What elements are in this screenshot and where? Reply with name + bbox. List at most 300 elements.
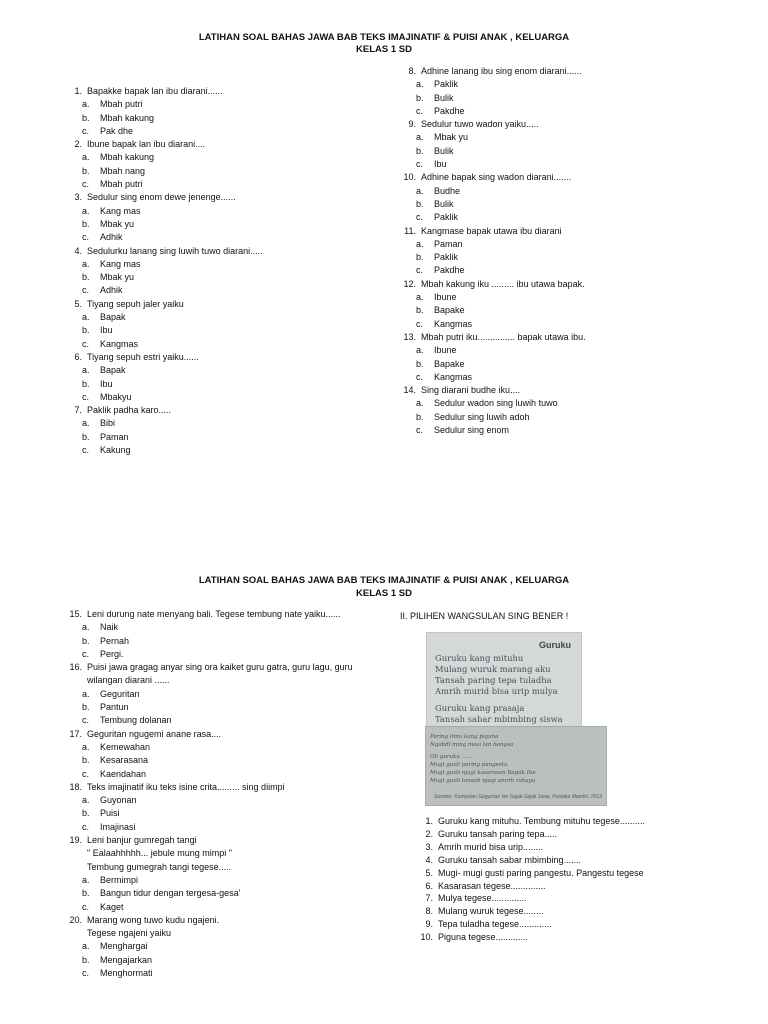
option-letter: b. xyxy=(82,272,90,283)
question-line xyxy=(64,728,384,741)
answer-option xyxy=(64,284,384,297)
question-line xyxy=(398,225,728,238)
question-number: 6. xyxy=(74,351,82,362)
option-text: Paman xyxy=(100,431,129,442)
answer-option xyxy=(64,621,384,634)
answer-option xyxy=(64,714,384,727)
answer-option xyxy=(398,424,728,437)
answer-option xyxy=(64,391,384,404)
option-letter: c. xyxy=(82,901,90,912)
question-text: " Ealaahhhhh... jebule mung mimpi " xyxy=(87,848,232,859)
option-text: Ibu xyxy=(434,159,447,170)
option-text: Mbak yu xyxy=(434,132,469,143)
option-text: Tembung dolanan xyxy=(100,715,172,726)
answer-option xyxy=(64,688,384,701)
question-number: 5. xyxy=(425,867,433,878)
option-text: Mbah kakung xyxy=(100,152,155,163)
question-number: 10. xyxy=(403,172,416,183)
answer-option xyxy=(64,178,384,191)
question-text: Leni durung nate menyang bali. Tegese tembung nate yaiku...... xyxy=(87,609,341,619)
question-number: 8. xyxy=(425,906,433,917)
question-text: Tepa tuladha tegese............. xyxy=(438,919,552,930)
option-text: Kesarasana xyxy=(100,755,149,766)
option-text: Ibu xyxy=(100,325,113,336)
answer-option xyxy=(398,264,728,277)
question-number: 18. xyxy=(69,781,82,792)
option-letter: a. xyxy=(416,79,424,90)
question-line xyxy=(64,847,384,860)
question-line xyxy=(64,834,384,847)
question-text: Puisi jawa gragag anyar sing ora kaiket guru gatra, guru lagu, guru xyxy=(87,662,353,673)
section2-heading: II. PILIHEN WANGSULAN SING BENER ! xyxy=(400,611,569,621)
option-text: Puisi xyxy=(100,808,120,819)
option-text: Bulik xyxy=(434,92,454,103)
question-number: 9. xyxy=(408,119,416,130)
option-letter: b. xyxy=(416,92,424,103)
answer-option xyxy=(64,701,384,714)
answer-option xyxy=(64,125,384,138)
poem-line: Tansah paring tepa tuladha xyxy=(435,675,552,685)
option-letter: c. xyxy=(416,371,424,382)
option-letter: c. xyxy=(82,768,90,779)
answer-option xyxy=(64,378,384,391)
question-number: 10. xyxy=(420,932,433,943)
option-letter: a. xyxy=(416,132,424,143)
question-number: 3. xyxy=(425,841,433,852)
section2-question xyxy=(415,815,645,828)
answer-option xyxy=(64,648,384,661)
option-text: Ibu xyxy=(100,378,113,389)
answer-option xyxy=(398,358,728,371)
question-line xyxy=(64,138,384,151)
option-text: Bulik xyxy=(434,198,454,209)
option-letter: b. xyxy=(82,325,90,336)
option-letter: a. xyxy=(82,418,90,429)
question-number: 20. xyxy=(69,914,82,925)
question-line xyxy=(64,298,384,311)
option-text: Bibi xyxy=(100,418,116,429)
answer-option xyxy=(398,78,728,91)
question-text: Bapakke bapak lan ibu diarani...... xyxy=(87,86,223,96)
answer-option xyxy=(64,417,384,430)
option-letter: c. xyxy=(416,265,424,276)
answer-option xyxy=(64,444,384,457)
question-number: 2. xyxy=(74,139,82,150)
poem-title: Guruku xyxy=(538,640,571,650)
option-letter: b. xyxy=(416,411,424,422)
option-letter: b. xyxy=(416,145,424,156)
answer-option xyxy=(64,231,384,244)
question-text: Mulya tegese.............. xyxy=(438,893,527,904)
option-letter: a. xyxy=(82,688,90,699)
question-number xyxy=(64,927,87,940)
option-text: Guyonan xyxy=(100,795,137,806)
option-letter: c. xyxy=(416,212,424,223)
question-text: Teks imajinatif iku teks isine crita......... sing diimpi xyxy=(87,781,285,792)
option-text: Kaget xyxy=(100,901,124,912)
poem-line: Mugi gusti njagi kasarasan Bapak Ibu xyxy=(430,770,536,776)
question-line xyxy=(64,351,384,364)
answer-option xyxy=(64,151,384,164)
answer-option xyxy=(64,338,384,351)
question-number: 7. xyxy=(74,405,82,416)
question-text: Sing diarani budhe iku.... xyxy=(421,385,521,396)
question-number: 6. xyxy=(425,880,433,891)
option-letter: a. xyxy=(82,941,90,952)
question-number: 16. xyxy=(69,662,82,673)
option-text: Bangun tidur dengan tergesa-gesa' xyxy=(100,888,241,899)
poem-line: Mulang wuruk marang aku xyxy=(435,664,551,674)
option-text: Adhik xyxy=(100,285,123,296)
option-text: Sedulur sing luwih adoh xyxy=(434,411,530,422)
option-letter: c. xyxy=(416,425,424,436)
section2-question xyxy=(415,905,645,918)
poem-line: Amrih murid bisa urip mulya xyxy=(435,686,558,696)
option-letter: a. xyxy=(416,345,424,356)
option-text: Paklik xyxy=(434,212,459,223)
question-line xyxy=(398,384,728,397)
question-number: 15. xyxy=(69,609,82,619)
answer-option xyxy=(64,887,384,900)
option-letter: c. xyxy=(82,179,90,190)
answer-option xyxy=(64,98,384,111)
question-number xyxy=(64,861,87,874)
question-line xyxy=(64,191,384,204)
question-text: Adhine lanang ibu sing enom diarani...... xyxy=(421,66,582,76)
option-text: Paman xyxy=(434,238,463,249)
question-text: Geguritan ngugemi anane rasa.... xyxy=(87,728,222,739)
page1-right-column xyxy=(398,65,728,437)
question-text: Sedulurku lanang sing luwih tuwo diarani..... xyxy=(87,245,263,256)
option-text: Kang mas xyxy=(100,205,141,216)
option-letter: c. xyxy=(416,318,424,329)
option-text: Geguritan xyxy=(100,688,140,699)
question-number: 11. xyxy=(404,225,416,236)
question-text: Mbah putri iku............... bapak utawa ibu. xyxy=(421,331,586,342)
option-letter: a. xyxy=(82,741,90,752)
answer-option xyxy=(64,112,384,125)
option-text: Kaendahan xyxy=(100,768,147,779)
question-text: Guruku tansah sabar mbimbing....... xyxy=(438,854,582,865)
option-text: Bapake xyxy=(434,358,465,369)
option-text: Bulik xyxy=(434,145,454,156)
answer-option xyxy=(64,768,384,781)
answer-option xyxy=(64,967,384,980)
section2-question xyxy=(415,880,645,893)
page1-title: LATIHAN SOAL BAHAS JAWA BAB TEKS IMAJINATIF & PUISI ANAK , KELUARGA xyxy=(198,32,570,43)
question-line xyxy=(64,245,384,258)
option-text: Mbakyu xyxy=(100,391,132,402)
section2-question-list xyxy=(415,815,645,944)
question-text: wilangan diarani ...... xyxy=(87,675,170,686)
question-text: Amrih murid bisa urip........ xyxy=(438,841,544,852)
question-number: 19. xyxy=(69,835,82,846)
option-text: Mbah putri xyxy=(100,99,143,110)
option-text: Pergi. xyxy=(100,648,124,659)
option-letter: b. xyxy=(416,252,424,263)
option-letter: b. xyxy=(416,198,424,209)
option-letter: a. xyxy=(82,99,90,110)
option-text: Pernah xyxy=(100,635,130,646)
question-number: 4. xyxy=(425,854,433,865)
option-text: Kemewahan xyxy=(100,741,151,752)
question-number: 14. xyxy=(403,385,416,396)
question-line xyxy=(64,781,384,794)
question-text: Adhine bapak sing wadon diarani....... xyxy=(421,172,572,183)
answer-option xyxy=(398,251,728,264)
option-text: Kang mas xyxy=(100,258,141,269)
question-text: Piguna tegese............. xyxy=(438,932,529,943)
option-text: Pakdhe xyxy=(434,265,465,276)
poem-line: Tansah sabar mbimbing siswa xyxy=(435,714,563,724)
answer-option xyxy=(64,165,384,178)
question-line xyxy=(64,85,384,98)
question-line xyxy=(398,171,728,184)
option-letter: c. xyxy=(82,968,90,979)
question-number: 12. xyxy=(403,278,416,289)
question-number: 9. xyxy=(425,919,433,930)
question-text: Ibune bapak lan ibu diarani.... xyxy=(87,139,206,150)
question-number: 5. xyxy=(74,298,82,309)
question-text: Mugi- mugi gusti paring pangestu. Pangestu tegese xyxy=(438,867,644,878)
section2-question xyxy=(415,867,645,880)
option-text: Bermimpi xyxy=(100,874,139,885)
option-letter: a. xyxy=(82,622,90,633)
option-text: Paklik xyxy=(434,252,459,263)
option-text: Kangmas xyxy=(100,338,139,349)
option-letter: a. xyxy=(82,312,90,323)
option-letter: a. xyxy=(416,292,424,303)
question-line xyxy=(64,861,384,874)
option-letter: c. xyxy=(82,232,90,243)
question-text: Tegese ngajeni yaiku xyxy=(87,928,172,939)
page1-left-column xyxy=(64,85,384,457)
question-number xyxy=(64,847,87,860)
answer-option xyxy=(398,131,728,144)
answer-option xyxy=(64,311,384,324)
poem-line: Mugi gusti paring pangestu xyxy=(430,762,508,768)
answer-option xyxy=(398,185,728,198)
option-text: Pakdhe xyxy=(434,105,465,116)
question-line xyxy=(64,674,384,687)
answer-option xyxy=(398,371,728,384)
option-letter: b. xyxy=(82,165,90,176)
poem-line: Paring ilmu kang piguna xyxy=(430,734,499,740)
question-number: 2. xyxy=(425,828,433,839)
poem-line: Oh guruku ...... xyxy=(430,754,473,760)
option-letter: b. xyxy=(82,218,90,229)
question-line xyxy=(64,914,384,927)
question-text: Guruku kang mituhu. Tembung mituhu tegese.......... xyxy=(438,816,645,826)
option-text: Ibune xyxy=(434,292,457,303)
option-text: Paklik xyxy=(434,79,459,90)
question-text: Paklik padha karo..... xyxy=(87,405,172,416)
poem-image-continued xyxy=(425,726,607,806)
option-text: Kangmas xyxy=(434,371,473,382)
answer-option xyxy=(64,741,384,754)
section2-question xyxy=(415,931,645,944)
page1-subtitle: KELAS 1 SD xyxy=(356,44,412,55)
answer-option xyxy=(398,158,728,171)
option-letter: b. xyxy=(82,755,90,766)
option-text: Menghormati xyxy=(100,968,153,979)
answer-option xyxy=(64,821,384,834)
option-text: Pak dhe xyxy=(100,125,134,136)
answer-option xyxy=(398,211,728,224)
question-text: Kasarasan tegese.............. xyxy=(438,880,546,891)
option-text: Pantun xyxy=(100,702,129,713)
option-text: Sedulur wadon sing luwih tuwo xyxy=(434,398,558,409)
answer-option xyxy=(398,291,728,304)
poem-image xyxy=(426,632,582,734)
answer-option xyxy=(64,218,384,231)
option-letter: a. xyxy=(82,874,90,885)
answer-option xyxy=(398,92,728,105)
question-text: Guruku tansah paring tepa..... xyxy=(438,828,558,839)
answer-option xyxy=(64,874,384,887)
option-letter: c. xyxy=(416,159,424,170)
answer-option xyxy=(64,205,384,218)
option-letter: a. xyxy=(82,365,90,376)
question-line xyxy=(64,661,384,674)
question-number: 3. xyxy=(74,192,82,203)
option-letter: b. xyxy=(82,112,90,123)
option-letter: c. xyxy=(416,105,424,116)
option-text: Mbah nang xyxy=(100,165,146,176)
option-letter: b. xyxy=(82,888,90,899)
question-line xyxy=(398,118,728,131)
answer-option xyxy=(64,754,384,767)
option-letter: b. xyxy=(82,702,90,713)
option-text: Budhe xyxy=(434,185,461,196)
page2-title: LATIHAN SOAL BAHAS JAWA BAB TEKS IMAJINATIF & PUISI ANAK , KELUARGA xyxy=(198,575,570,586)
answer-option xyxy=(398,318,728,331)
option-text: Bapak xyxy=(100,365,126,376)
option-text: Imajinasi xyxy=(100,821,136,832)
answer-option xyxy=(398,397,728,410)
option-text: Adhik xyxy=(100,232,123,243)
page2-question-column xyxy=(64,608,384,980)
option-letter: b. xyxy=(416,358,424,369)
answer-option xyxy=(64,807,384,820)
poem-line: Guruku kang prasaja xyxy=(435,703,525,713)
question-number: 8. xyxy=(408,66,416,76)
option-letter: c. xyxy=(82,338,90,349)
option-letter: a. xyxy=(82,258,90,269)
option-text: Mengajarkan xyxy=(100,954,153,965)
question-text: Mbah kakung iku ......... ibu utawa bapak. xyxy=(421,278,585,289)
poem-line: Guruku kang mituhu xyxy=(435,653,524,663)
option-letter: b. xyxy=(82,378,90,389)
question-number: 13. xyxy=(403,331,416,342)
question-line xyxy=(64,927,384,940)
answer-option xyxy=(64,431,384,444)
option-letter: b. xyxy=(82,431,90,442)
option-letter: b. xyxy=(82,635,90,646)
option-letter: a. xyxy=(82,795,90,806)
option-letter: c. xyxy=(82,125,90,136)
question-text: Kangmase bapak utawa ibu diarani xyxy=(421,225,562,236)
option-text: Mbah putri xyxy=(100,179,143,190)
question-text: Sedulur tuwo wadon yaiku..... xyxy=(421,119,539,130)
option-letter: a. xyxy=(416,238,424,249)
question-number: 1. xyxy=(74,86,82,96)
option-letter: c. xyxy=(82,285,90,296)
question-text: Tembung gumegrah tangi tegese..... xyxy=(87,861,232,872)
answer-option xyxy=(398,304,728,317)
question-text: Mulang wuruk tegese........ xyxy=(438,906,544,917)
question-line xyxy=(64,404,384,417)
option-text: Mbah kakung xyxy=(100,112,155,123)
answer-option xyxy=(64,635,384,648)
option-letter: c. xyxy=(82,821,90,832)
question-text: Tiyang sepuh estri yaiku...... xyxy=(87,351,199,362)
option-text: Kakung xyxy=(100,445,131,456)
option-text: Ibune xyxy=(434,345,457,356)
question-line xyxy=(398,65,728,78)
question-text: Marang wong tuwo kudu ngajeni. xyxy=(87,914,220,925)
answer-option xyxy=(64,324,384,337)
option-letter: c. xyxy=(82,715,90,726)
question-line xyxy=(398,278,728,291)
option-text: Bapake xyxy=(434,305,465,316)
question-text: Leni banjur gumregah tangi xyxy=(87,835,197,846)
question-number: 7. xyxy=(425,893,433,904)
option-letter: a. xyxy=(416,185,424,196)
option-letter: a. xyxy=(416,398,424,409)
question-line xyxy=(64,608,384,621)
option-letter: a. xyxy=(82,205,90,216)
answer-option xyxy=(398,145,728,158)
option-letter: b. xyxy=(416,305,424,316)
answer-option xyxy=(64,940,384,953)
section2-question xyxy=(415,854,645,867)
question-text: Sedulur sing enom dewe jenenge...... xyxy=(87,192,236,203)
answer-option xyxy=(64,794,384,807)
option-text: Mbak yu xyxy=(100,218,135,229)
section2-question xyxy=(415,918,645,931)
answer-option xyxy=(64,271,384,284)
option-letter: c. xyxy=(82,445,90,456)
answer-option xyxy=(64,954,384,967)
option-letter: b. xyxy=(82,954,90,965)
option-letter: c. xyxy=(82,648,90,659)
section2-question xyxy=(415,841,645,854)
poem-source: Sumber: Kumpulan Geguritan lan Sajak-Sajak Jawa, Pustaka Mandiri, 2012 xyxy=(434,794,602,800)
answer-option xyxy=(398,344,728,357)
option-text: Mbak yu xyxy=(100,272,135,283)
option-letter: c. xyxy=(82,391,90,402)
option-letter: b. xyxy=(82,808,90,819)
option-text: Sedulur sing enom xyxy=(434,425,510,436)
page2-subtitle: KELAS 1 SD xyxy=(356,588,412,599)
option-letter: a. xyxy=(82,152,90,163)
section2-question xyxy=(415,892,645,905)
question-number: 4. xyxy=(74,245,82,256)
question-number xyxy=(64,674,87,687)
answer-option xyxy=(64,901,384,914)
poem-line: Ngabdi ming nusa lan bangsa xyxy=(430,742,514,748)
answer-option xyxy=(398,238,728,251)
option-text: Kangmas xyxy=(434,318,473,329)
answer-option xyxy=(398,198,728,211)
question-number: 17. xyxy=(69,728,82,739)
answer-option xyxy=(64,258,384,271)
question-number: 1. xyxy=(425,816,433,826)
question-text: Tiyang sepuh jaler yaiku xyxy=(87,298,184,309)
answer-option xyxy=(64,364,384,377)
section2-question xyxy=(415,828,645,841)
